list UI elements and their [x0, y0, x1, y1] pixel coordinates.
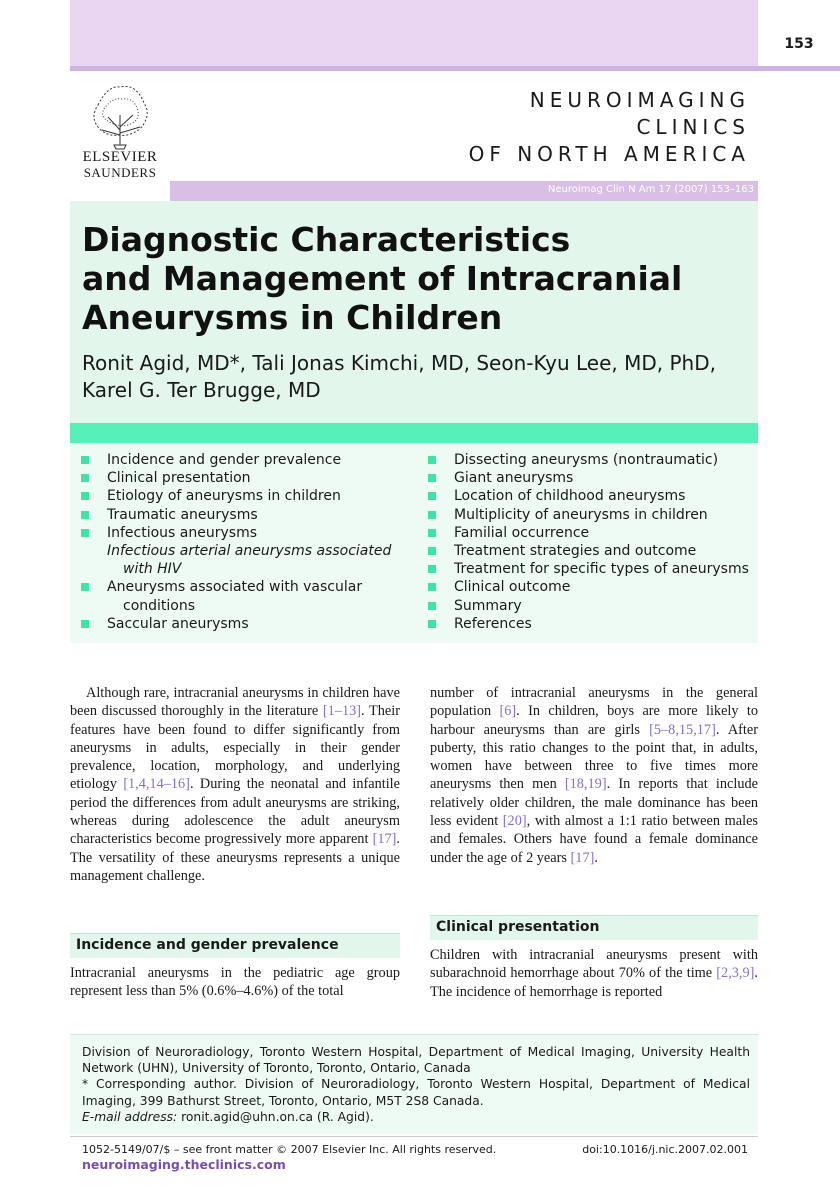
toc-subitem[interactable]: Infectious arterial aneurysms associated with HIV	[107, 543, 392, 578]
toc-item[interactable]: Familial occurrence	[454, 524, 754, 542]
bullet-icon	[428, 529, 436, 537]
affiliation-text: Division of Neuroradiology, Toronto Western Hospital, Department of Medical Imaging, University Health Network (UHN), University of Toronto, Toronto, Ontario, Canada	[82, 1045, 750, 1076]
reference-link[interactable]: [5–8,15,17]	[649, 721, 716, 738]
affiliation-footnote	[82, 1044, 750, 1125]
bullet-icon	[428, 456, 436, 464]
reference-link[interactable]: [6]	[499, 703, 517, 720]
toc-item[interactable]: Etiology of aneurysms in children	[107, 487, 407, 505]
toc-item[interactable]: Multiplicity of aneurysms in children	[454, 506, 754, 524]
bullet-icon	[428, 583, 436, 591]
toc-item[interactable]: Aneurysms associated with vascular conditions	[107, 578, 407, 614]
title-line-2: and Management of Intracranial	[82, 259, 683, 298]
section-heading-clinical: Clinical presentation	[436, 919, 600, 935]
publisher-name-line2: SAUNDERS	[83, 165, 157, 180]
doi[interactable]: doi:10.1016/j.nic.2007.02.001	[582, 1143, 748, 1156]
toc-item[interactable]: Dissecting aneurysms (nontraumatic)	[454, 451, 754, 469]
reference-link[interactable]: [1–13]	[322, 703, 362, 720]
reference-link[interactable]: [1,4,14–16]	[123, 776, 190, 793]
bullet-icon	[428, 547, 436, 555]
journal-title-line2: CLINICS	[636, 115, 750, 139]
authors-line-2: Karel G. Ter Brugge, MD	[82, 378, 321, 402]
bullet-icon	[81, 529, 89, 537]
title-line-3: Aneurysms in Children	[82, 298, 503, 337]
authors-line-1: Ronit Agid, MD*, Tali Jonas Kimchi, MD, Seon-Kyu Lee, MD, PhD,	[82, 351, 716, 375]
email-address[interactable]: ronit.agid@uhn.on.ca (R. Agid).	[177, 1109, 374, 1124]
journal-title-line1: NEUROIMAGING	[529, 88, 750, 112]
bullet-icon	[428, 511, 436, 519]
toc-item[interactable]: References	[454, 615, 754, 633]
bullet-icon	[428, 620, 436, 628]
page-number: 153	[784, 36, 814, 52]
reference-link[interactable]: [17]	[570, 849, 595, 866]
page-number-box	[758, 0, 840, 66]
toc-item[interactable]: Infectious aneurysms	[107, 524, 407, 542]
reference-link[interactable]: [20]	[502, 813, 527, 830]
journal-citation: Neuroimag Clin N Am 17 (2007) 153–163	[547, 184, 754, 195]
publisher-name-line1: ELSEVIER	[82, 149, 158, 165]
bullet-icon	[81, 620, 89, 628]
bullet-icon	[81, 492, 89, 500]
toc-item[interactable]: Location of childhood aneurysms	[454, 487, 754, 505]
incidence-paragraph: Intracranial aneurysms in the pediatric age group represent less than 5% (0.6%–4.6%) of the total	[70, 965, 400, 1000]
toc-right-column	[454, 451, 754, 633]
reference-link[interactable]: [17]	[372, 831, 397, 848]
toc-item[interactable]: Treatment strategies and outcome	[454, 542, 754, 560]
bullet-icon	[81, 511, 89, 519]
corresponding-author: * Corresponding author. Division of Neuroradiology, Toronto Western Hospital, Department of Medical Imaging, 399 Bathurst Street, Toronto, Ontario, M5T 2S8 Canada.	[82, 1077, 750, 1108]
toc-item[interactable]: Clinical outcome	[454, 578, 754, 596]
reference-link[interactable]: [18,19]	[564, 776, 607, 793]
bullet-icon	[428, 565, 436, 573]
bullet-icon	[81, 583, 89, 591]
issn-copyright: 1052-5149/07/$ – see front matter © 2007 Elsevier Inc. All rights reserved.	[82, 1143, 497, 1156]
title-line-1: Diagnostic Characteristics	[82, 220, 571, 259]
bullet-icon	[81, 474, 89, 482]
toc-item[interactable]: Giant aneurysms	[454, 469, 754, 487]
bullet-icon	[428, 492, 436, 500]
toc-item[interactable]: Clinical presentation	[107, 469, 407, 487]
header-band	[70, 0, 758, 66]
bullet-icon	[428, 474, 436, 482]
clinical-paragraph: Children with intracranial aneurysms present with subarachnoid hemorrhage about 70% of the time [2,3,9]. The incidence of hemorrhage is reported	[430, 947, 758, 1000]
email-line: E-mail address: ronit.agid@uhn.on.ca (R. Agid).	[82, 1109, 374, 1124]
journal-title-line3: OF NORTH AMERICA	[468, 142, 750, 166]
author-list	[82, 350, 752, 404]
footer-rule	[70, 1136, 758, 1137]
intro-paragraph: Although rare, intracranial aneurysms in children have been discussed thoroughly in the literature [1–13]. Their features have been found to differ significantly from aneurysms in adults, especially in their gender prevalence, location, morphology, and underlying etiology [1,4,14–16]. During the neonatal and infantile period the differences from adult aneurysms are striking, whereas during adolescence the adult aneurysm characteristics become progressively more apparent [17]. The versatility of these aneurysms represents a unique management challenge.	[70, 685, 400, 884]
bullet-icon	[428, 602, 436, 610]
toc-item[interactable]: Traumatic aneurysms	[107, 506, 407, 524]
toc-stripe	[70, 423, 758, 443]
toc-left-column	[107, 451, 407, 633]
bullet-icon	[81, 456, 89, 464]
header-stripe	[70, 66, 840, 71]
journal-website-link[interactable]: neuroimaging.theclinics.com	[82, 1157, 286, 1172]
toc-item[interactable]: Summary	[454, 597, 754, 615]
section-heading-incidence: Incidence and gender prevalence	[76, 937, 339, 953]
reference-link[interactable]: [2,3,9]	[716, 965, 755, 982]
incidence-continued-paragraph: number of intracranial aneurysms in the general population [6]. In children, boys are more likely to harbour aneurysms than are girls [5–8,15,17]. After puberty, this ratio changes to the point that, in adults, women have between three to five times more aneurysms then men [18,19]. In reports that include relatively older children, the male dominance has been less evident [20], with almost a 1:1 ratio between males and females. Others have found a female dominance under the age of 2 years [17].	[430, 685, 758, 866]
toc-item[interactable]: Saccular aneurysms	[107, 615, 407, 633]
article-title	[82, 220, 742, 337]
toc-item[interactable]: Treatment for specific types of aneurysms	[454, 560, 754, 578]
toc-item[interactable]: Incidence and gender prevalence	[107, 451, 407, 469]
